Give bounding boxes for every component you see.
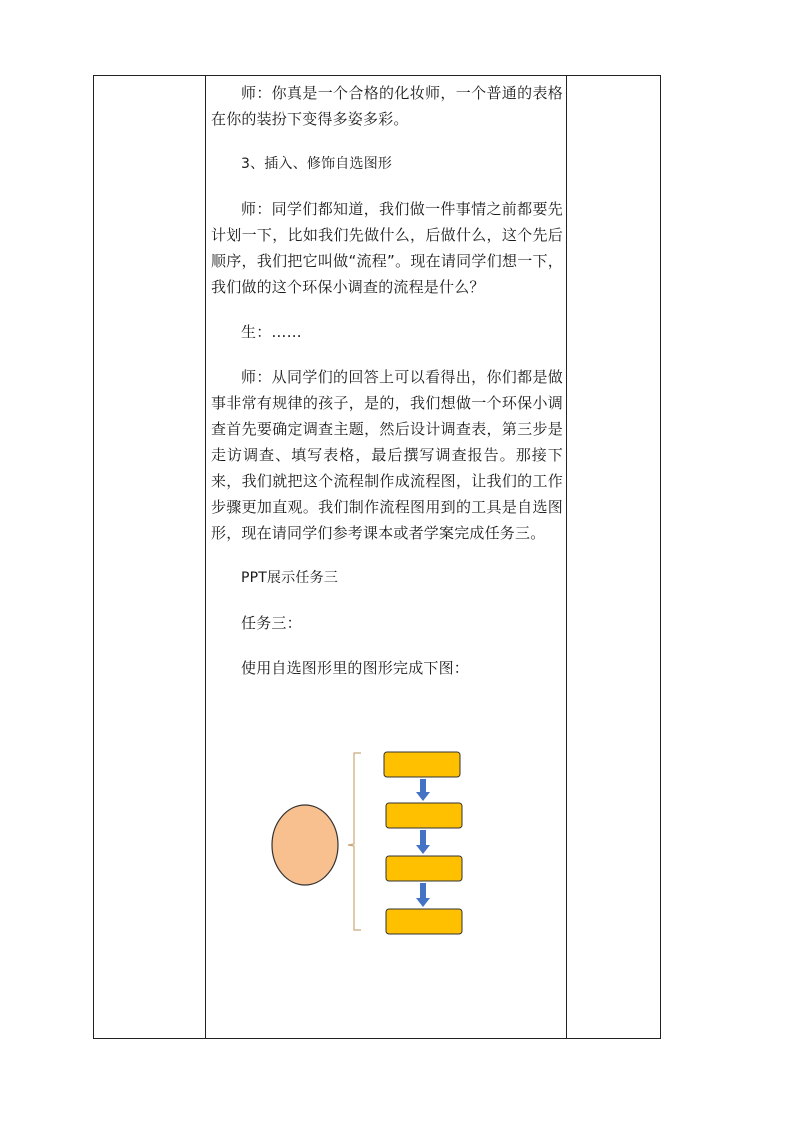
table-column-divider-right <box>566 76 567 1038</box>
table-column-divider-left <box>205 76 206 1038</box>
task-three-instruction: 使用自选图形里的图形完成下图： <box>241 659 470 677</box>
teacher-question-process: 师：同学们都知道，我们做一件事情之前都要先计划一下，比如我们先做什么，后做什么，这个先后顺序，我们把它叫做“流程”。现在请同学们想一下，我们做的这个环保小调查的流程是什么？ <box>211 200 563 296</box>
ppt-task-three: PPT展示任务三 <box>241 570 339 586</box>
teacher-explanation-flowchart: 师：从同学们的回答上可以看得出，你们都是做事非常有规律的孩子，是的，我们想做一个环保小调查首先要确定调查主题，然后设计调查表，第三步是走访调查、填写表格，最后撰写调查报告。那接下来，我们就把这个流程制作成流程图，让我们的工作步骤更加直观。我们制作流程图用到的工具是自选图形，现在请同学们参考课本或者学案完成任务三。 <box>211 368 563 542</box>
task-three-label: 任务三： <box>241 614 302 632</box>
teacher-remark-makeup: 师：你真是一个合格的化妆师，一个普通的表格在你的装扮下变得多姿多彩。 <box>211 84 563 128</box>
student-response: 生：…… <box>241 323 302 341</box>
section-heading-autoshapes: 3、插入、修饰自选图形 <box>241 156 393 172</box>
lesson-content-cell <box>211 80 563 700</box>
